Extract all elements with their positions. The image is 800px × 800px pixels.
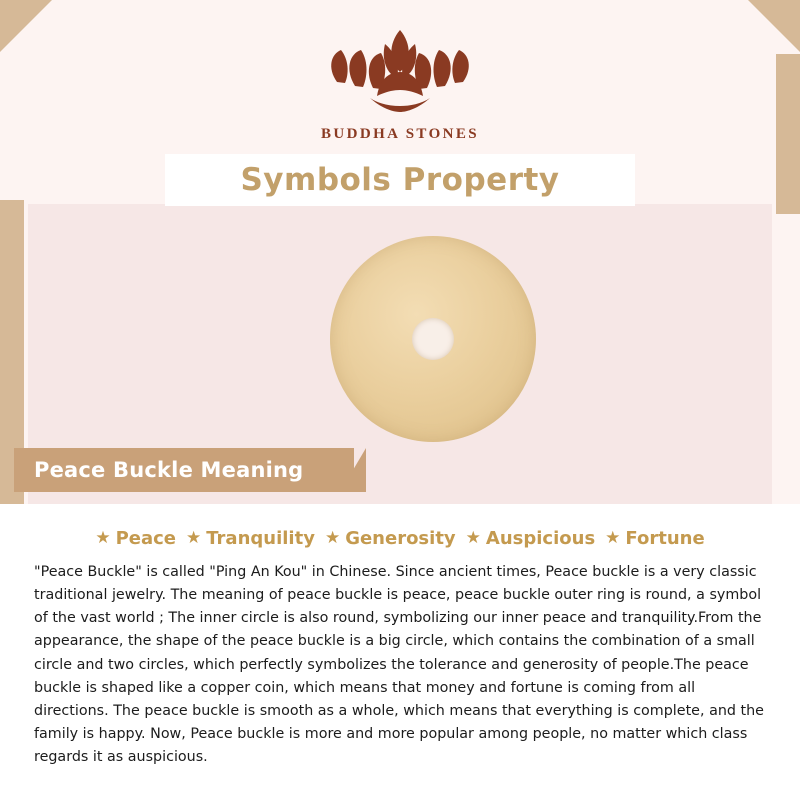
brand-logo [28, 20, 772, 143]
keyword-label: Peace [115, 528, 176, 549]
star-icon: ★ [95, 528, 111, 548]
right-accent-bar-top [776, 54, 800, 214]
keyword-label: Fortune [625, 528, 705, 549]
section-ribbon-tail [340, 448, 366, 492]
hero-section [28, 14, 772, 504]
brand-name: BUDDHA STONES [320, 126, 480, 142]
keyword-list [0, 504, 800, 549]
keyword-item [186, 528, 315, 549]
page-title: Symbols Property [240, 162, 560, 198]
keyword-item [325, 528, 456, 549]
page-title-band [165, 154, 635, 206]
star-icon: ★ [186, 528, 202, 548]
keyword-label: Auspicious [485, 528, 596, 549]
peace-buckle-image [330, 236, 536, 442]
star-icon: ★ [465, 528, 481, 548]
section-ribbon-label: Peace Buckle Meaning [34, 458, 304, 482]
lotus-meditation-icon [315, 20, 485, 120]
peace-buckle-hole [412, 318, 454, 360]
section-ribbon [14, 448, 354, 492]
star-icon: ★ [605, 528, 621, 548]
keyword-item [466, 528, 596, 549]
keyword-item [605, 528, 705, 549]
keyword-label: Generosity [345, 528, 456, 549]
keyword-label: Tranquility [206, 528, 315, 549]
description-text: "Peace Buckle" is called "Ping An Kou" in Chinese. Since ancient times, Peace buckle is a very classic traditional jewelry. The meaning of peace buckle is peace, peace buckle outer ring is round, a symbol of the vast world ; The inner circle is also round, symbolizing our inner peace and tranquility.From the appearance, the shape of the peace buckle is a big circle, which contains the combination of a small circle and two circles, which perfectly symbolizes the tolerance and generosity of people.The peace buckle is shaped like a copper coin, which means that money and fortune is coming from all directions. The peace buckle is smooth as a whole, which means that everything is complete, and the family is happy. Now, Peace buckle is more and more popular among people, no matter which class regards it as auspicious. [34, 564, 764, 766]
keyword-item [95, 528, 176, 549]
star-icon: ★ [324, 528, 341, 548]
description-section [0, 504, 800, 800]
